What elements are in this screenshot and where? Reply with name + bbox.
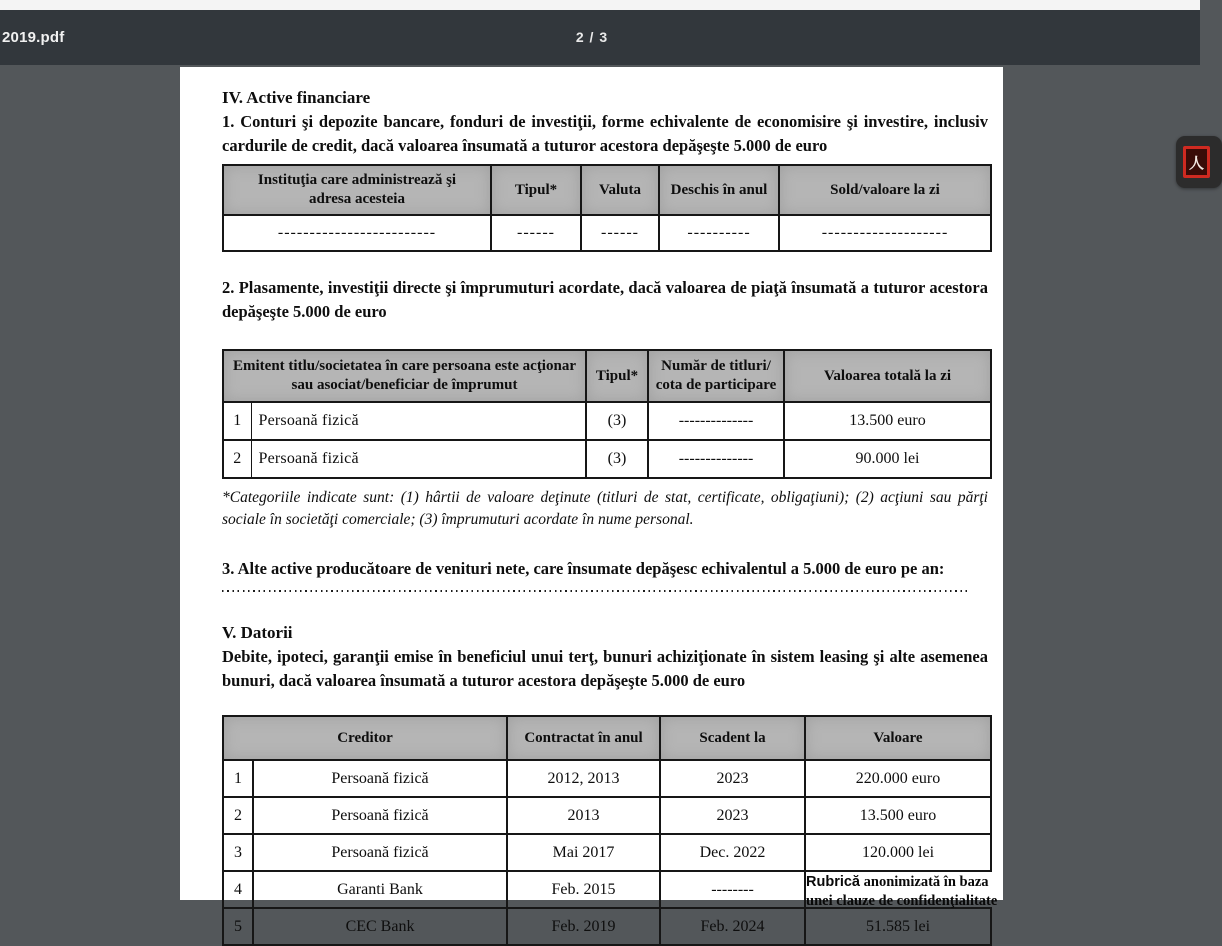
table-row <box>223 215 991 251</box>
table-row <box>223 834 991 871</box>
document-content <box>180 67 1003 946</box>
cell-contractat: Mai 2017 <box>507 834 660 871</box>
cell-row-number: 1 <box>223 402 251 440</box>
cell-row-number: 2 <box>223 440 251 478</box>
cell-valoare: 220.000 euro <box>805 760 991 797</box>
cell-contractat: Feb. 2015 <box>507 871 660 908</box>
cell-scadent: Feb. 2024 <box>660 908 805 945</box>
cell-scadent: -------- <box>660 871 805 908</box>
cell-tipul: (3) <box>586 440 648 478</box>
acrobat-extension-button[interactable] <box>1176 136 1222 188</box>
cell-row-number: 2 <box>223 797 253 834</box>
table-row <box>223 871 991 908</box>
header-deschis: Deschis în anul <box>659 165 779 215</box>
cell-scadent: 2023 <box>660 797 805 834</box>
table-header-row <box>223 716 991 760</box>
cell-valoare: 13.500 euro <box>784 402 991 440</box>
section-4-item-2-text: 2. Plasamente, investiţii directe şi împrumuturi acordate, dacă valoarea de piaţă însumată a tuturor acestora depăşeşte 5.000 de euro <box>222 278 988 321</box>
table-header-row <box>223 165 991 215</box>
cell-sold: -------------------- <box>779 215 991 251</box>
cell-tipul: ------ <box>491 215 581 251</box>
table-row <box>223 797 991 834</box>
section-5-heading: V. Datorii <box>222 623 293 642</box>
header-emitent: Emitent titlu/societatea în care persoana este acţionar sau asociat/beneficiar de împrumut <box>223 350 586 402</box>
header-sold: Sold/valoare la zi <box>779 165 991 215</box>
cell-creditor: CEC Bank <box>253 908 507 945</box>
header-valoare: Valoare <box>805 716 991 760</box>
cell-emitent: Persoană fizică <box>251 440 586 478</box>
cell-deschis: ---------- <box>659 215 779 251</box>
cell-row-number: 5 <box>223 908 253 945</box>
cell-tipul: (3) <box>586 402 648 440</box>
cell-creditor: Persoană fizică <box>253 760 507 797</box>
table-header-row <box>223 350 991 402</box>
header-tipul: Tipul* <box>491 165 581 215</box>
header-contractat: Contractat în anul <box>507 716 660 760</box>
cell-valoare: 13.500 euro <box>805 797 991 834</box>
cell-valoare-anonymized <box>805 871 998 909</box>
cell-creditor: Persoană fizică <box>253 834 507 871</box>
header-institutia: Instituţia care administrează şi adresa acesteia <box>223 165 491 215</box>
header-creditor: Creditor <box>223 716 507 760</box>
header-valuta: Valuta <box>581 165 659 215</box>
section-4-item-3-text: 3. Alte active producătoare de venituri nete, care însumate depăşesc echivalentul a 5.000 de euro pe an: <box>222 559 945 578</box>
table-row <box>223 440 991 478</box>
header-scadent: Scadent la <box>660 716 805 760</box>
cell-creditor: Garanti Bank <box>253 871 507 908</box>
cell-valoare: 51.585 lei <box>805 908 991 945</box>
bank-accounts-table <box>222 164 992 252</box>
cell-creditor: Persoană fizică <box>253 797 507 834</box>
cell-row-number: 1 <box>223 760 253 797</box>
cell-valoare: 90.000 lei <box>784 440 991 478</box>
cell-scadent: 2023 <box>660 760 805 797</box>
categories-footnote: *Categoriile indicate sunt: (1) hârtii de valoare deţinute (titluri de stat, certificate, obligaţiuni); (2) acţiuni sau părţi sociale în societăţi comerciale; (3) împrumuturi acordate în nume personal. <box>222 489 988 528</box>
debts-table <box>222 715 998 946</box>
cell-contractat: Feb. 2019 <box>507 908 660 945</box>
pdf-viewer-toolbar <box>0 10 1200 65</box>
anonymized-note: Rubrică anonimizată în baza unei clauze de confidenţialitate <box>806 874 998 909</box>
adobe-acrobat-icon: 人 <box>1183 146 1210 178</box>
page-indicator: 2 / 3 <box>575 29 609 45</box>
dotted-fill-line <box>222 589 970 592</box>
pdf-page <box>180 67 1003 935</box>
cell-contractat: 2013 <box>507 797 660 834</box>
cell-valuta: ------ <box>581 215 659 251</box>
pdf-filename: 2019.pdf <box>2 29 65 46</box>
cell-numar-titluri: -------------- <box>648 440 784 478</box>
header-tipul: Tipul* <box>586 350 648 402</box>
cell-emitent: Persoană fizică <box>251 402 586 440</box>
header-valoarea-totala: Valoarea totală la zi <box>784 350 991 402</box>
cell-contractat: 2012, 2013 <box>507 760 660 797</box>
cell-row-number: 4 <box>223 871 253 908</box>
cell-row-number: 3 <box>223 834 253 871</box>
cell-institutia: ------------------------- <box>223 215 491 251</box>
table-row <box>223 402 991 440</box>
table-row <box>223 908 991 945</box>
header-numar-titluri: Număr de titluri/ cota de participare <box>648 350 784 402</box>
table-row <box>223 760 991 797</box>
cell-numar-titluri: -------------- <box>648 402 784 440</box>
cell-scadent: Dec. 2022 <box>660 834 805 871</box>
section-5-intro-text: Debite, ipoteci, garanţii emise în beneficiul unui terţ, bunuri achiziţionate în sistem leasing şi alte asemenea bunuri, dacă valoarea însumată a tuturor acestora depăşeşte 5.000 de euro <box>222 647 988 690</box>
section-4-item-1-text: 1. Conturi şi depozite bancare, fonduri de investiţii, forme echivalente de economisire şi investire, inclusiv cardurile de credit, dacă valoarea însumată a tuturor acestora depăşeşte 5.000 de euro <box>222 112 988 155</box>
section-4-heading: IV. Active financiare <box>222 88 371 107</box>
browser-top-strip <box>0 0 1200 10</box>
cell-valoare: 120.000 lei <box>805 834 991 871</box>
investments-table <box>222 349 992 479</box>
